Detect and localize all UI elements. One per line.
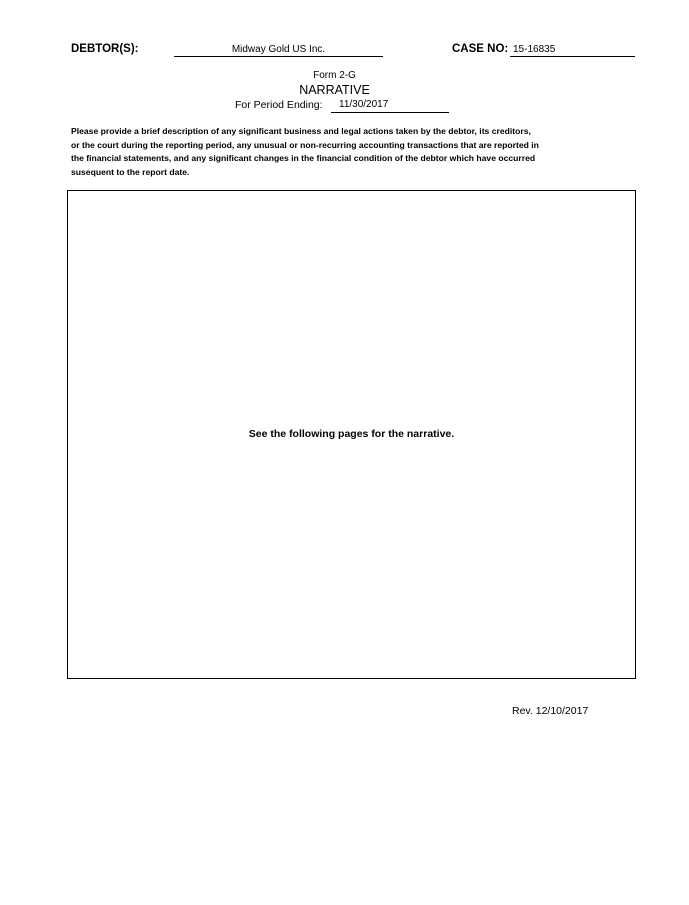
- form-title: NARRATIVE: [299, 83, 370, 97]
- debtor-value: Midway Gold US Inc.: [231, 44, 326, 55]
- instructions-line: or the court during the reporting period, any unusual or non-recurring accounting transactions that are reported in: [71, 139, 539, 150]
- revision-date: Rev. 12/10/2017: [512, 705, 589, 717]
- instructions-paragraph: [71, 125, 611, 179]
- period-ending-value: 11/30/2017: [339, 99, 389, 110]
- instructions-line: the financial statements, and any significant changes in the financial condition of the debtor which have occurred: [71, 153, 536, 163]
- narrative-text: See the following pages for the narrative.: [248, 428, 455, 440]
- period-ending-label: For Period Ending:: [235, 99, 323, 111]
- debtor-label: DEBTOR(S):: [71, 43, 139, 55]
- narrative-box: [67, 190, 636, 679]
- case-no-label: CASE NO:: [452, 43, 509, 55]
- instructions-line: Please provide a brief description of any significant business and legal actions taken by the debtor, its creditors,: [71, 126, 531, 136]
- form-number: Form 2-G: [313, 70, 356, 81]
- case-no-value: 15-16835: [513, 44, 556, 55]
- instructions-line: susequent to the report date.: [71, 166, 190, 177]
